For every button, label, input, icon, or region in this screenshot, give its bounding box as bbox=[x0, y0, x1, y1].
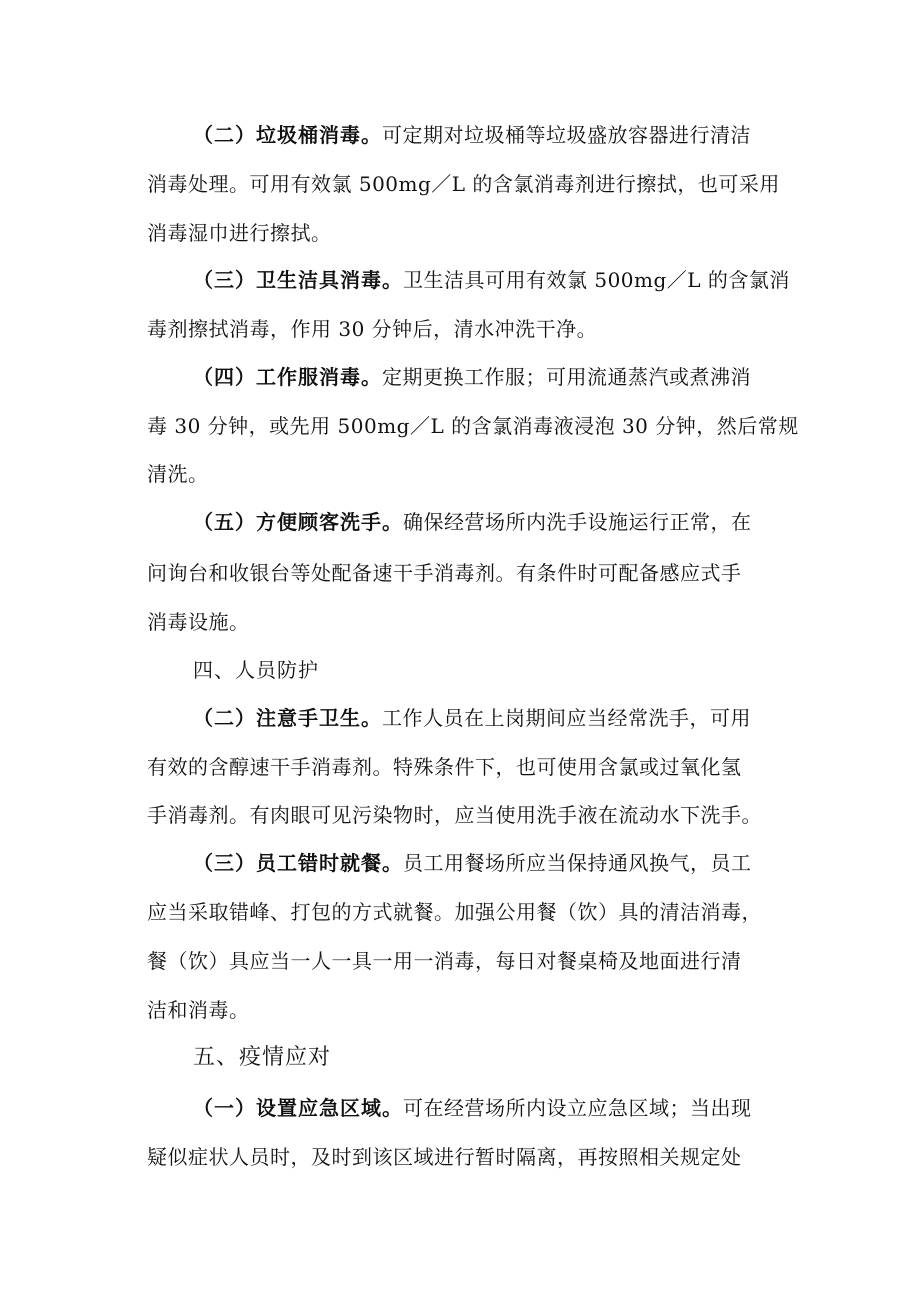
paragraph-text: 卫生洁具可用有效氯 500mg／L 的含氯消 bbox=[403, 268, 790, 292]
paragraph-text: 可定期对垃圾桶等垃圾盛放容器进行清洁 bbox=[382, 123, 751, 147]
paragraph-line: 疑似症状人员时，及时到该区域进行暂时隔离，再按照相关规定处 bbox=[147, 1145, 742, 1169]
paragraph-work-clothes-line-1 bbox=[193, 363, 833, 391]
section-heading-personnel-protection: 四、人员防护 bbox=[193, 658, 319, 682]
paragraph-sanitary-ware-line-1 bbox=[193, 266, 833, 294]
paragraph-line: 消毒湿巾进行擦拭。 bbox=[147, 221, 332, 245]
paragraph-label: （一）设置应急区域。 bbox=[193, 1096, 403, 1120]
paragraph-label: （五）方便顾客洗手。 bbox=[193, 510, 403, 534]
paragraph-line: 问询台和收银台等处配备速干手消毒剂。有条件时可配备感应式手 bbox=[147, 561, 742, 585]
paragraph-line: 毒剂擦拭消毒，作用 30 分钟后，清水冲洗干净。 bbox=[147, 317, 598, 341]
paragraph-emergency-area-line-1 bbox=[193, 1094, 833, 1122]
paragraph-text: 员工用餐场所应当保持通风换气，员工 bbox=[403, 851, 752, 875]
paragraph-staggered-meals-line-1 bbox=[193, 849, 833, 877]
paragraph-line: 消毒设施。 bbox=[147, 610, 250, 634]
paragraph-label: （四）工作服消毒。 bbox=[193, 365, 382, 389]
paragraph-trash-bin-line-1 bbox=[193, 121, 833, 149]
paragraph-line: 消毒处理。可用有效氯 500mg／L 的含氯消毒剂进行擦拭，也可采用 bbox=[147, 172, 780, 196]
paragraph-text: 确保经营场所内洗手设施运行正常，在 bbox=[403, 510, 752, 534]
paragraph-label: （三）员工错时就餐。 bbox=[193, 851, 403, 875]
section-heading-epidemic-response: 五、疫情应对 bbox=[193, 1045, 332, 1070]
paragraph-line: 有效的含醇速干手消毒剂。特殊条件下，也可使用含氯或过氧化氢 bbox=[147, 755, 742, 779]
paragraph-line: 洁和消毒。 bbox=[147, 998, 250, 1022]
paragraph-text: 工作人员在上岗期间应当经常洗手，可用 bbox=[382, 706, 751, 730]
paragraph-text: 定期更换工作服；可用流通蒸汽或煮沸消 bbox=[382, 365, 751, 389]
paragraph-customer-handwash-line-1 bbox=[193, 508, 833, 536]
paragraph-label: （二）垃圾桶消毒。 bbox=[193, 123, 382, 147]
paragraph-line: 手消毒剂。有肉眼可见污染物时，应当使用洗手液在流动水下洗手。 bbox=[147, 803, 762, 827]
paragraph-hand-hygiene-line-1 bbox=[193, 704, 833, 732]
paragraph-line: 毒 30 分钟，或先用 500mg／L 的含氯消毒液浸泡 30 分钟，然后常规 bbox=[147, 414, 799, 438]
paragraph-line: 应当采取错峰、打包的方式就餐。加强公用餐（饮）具的清洁消毒， bbox=[147, 900, 762, 924]
paragraph-label: （二）注意手卫生。 bbox=[193, 706, 382, 730]
paragraph-text: 可在经营场所内设立应急区域；当出现 bbox=[403, 1096, 752, 1120]
paragraph-label: （三）卫生洁具消毒。 bbox=[193, 268, 403, 292]
paragraph-line: 餐（饮）具应当一人一具一用一消毒，每日对餐桌椅及地面进行清 bbox=[147, 949, 742, 973]
paragraph-line: 清洗。 bbox=[147, 462, 209, 486]
